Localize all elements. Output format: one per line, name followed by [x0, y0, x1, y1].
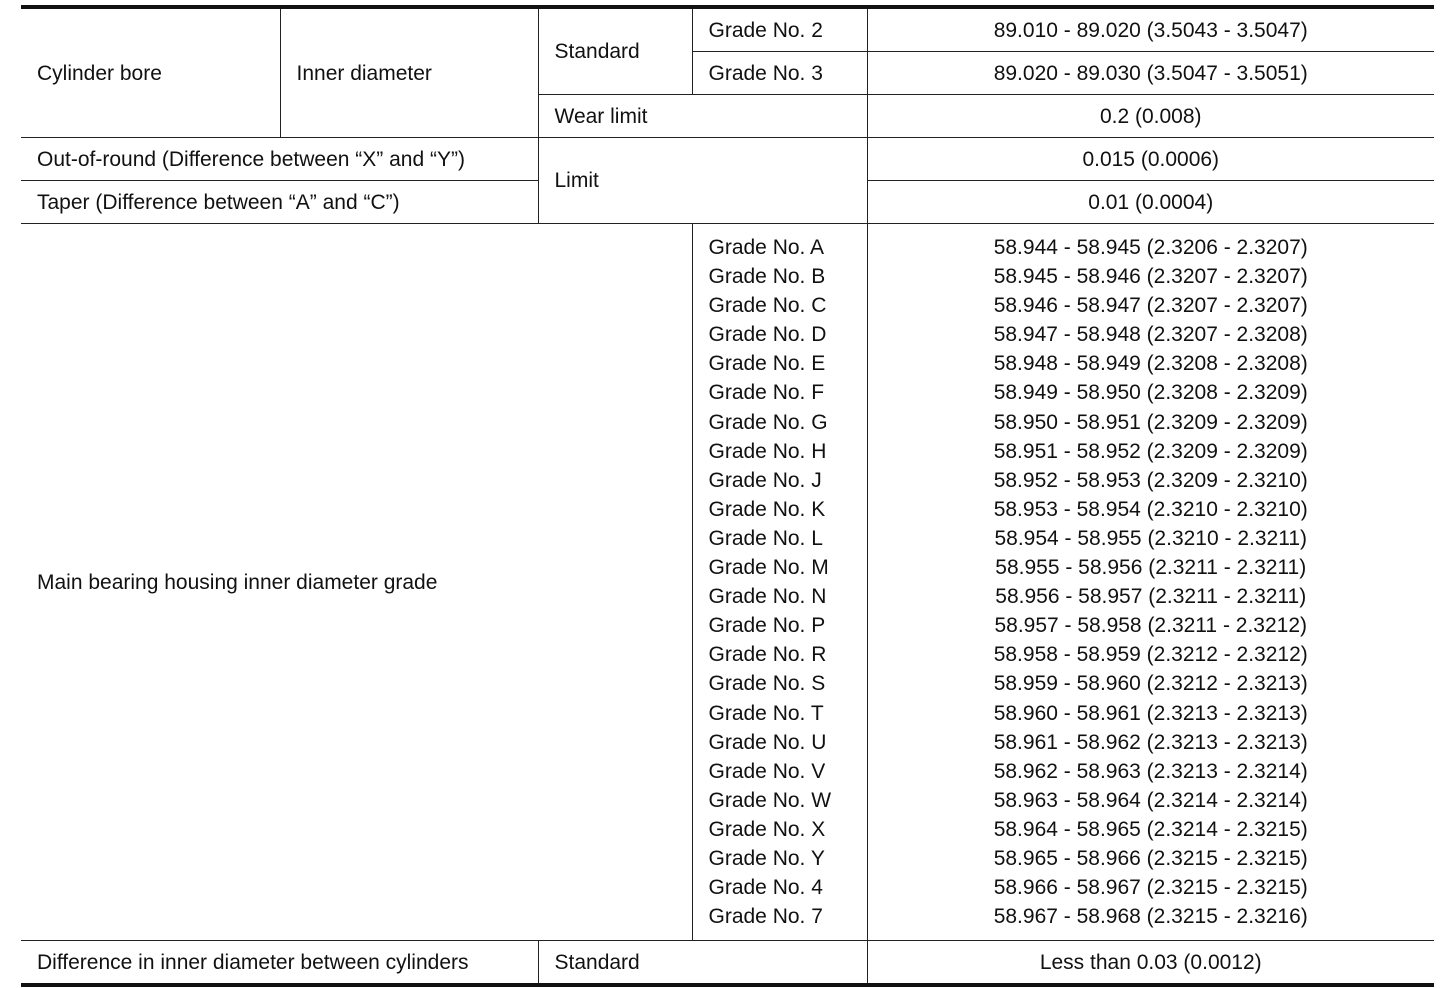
grade-label: Grade No. 7 — [708, 905, 823, 929]
grade-label: Grade No. R — [708, 643, 827, 667]
grade-value: 58.957 - 58.958 (2.3211 - 2.3212) — [994, 614, 1307, 638]
cylinder-bore-label: Cylinder bore — [21, 7, 280, 138]
grade-value: 58.953 - 58.954 (2.3210 - 2.3210) — [993, 497, 1308, 521]
grade-3-label: Grade No. 3 — [692, 52, 867, 95]
table-row — [21, 138, 1434, 181]
grade-value: 58.949 - 58.950 (2.3208 - 2.3209) — [993, 381, 1308, 405]
grade-label: Grade No. X — [708, 817, 826, 841]
grade-label: Grade No. P — [708, 614, 826, 638]
grade-label: Grade No. H — [708, 439, 827, 463]
standard-label: Standard — [538, 7, 692, 95]
grade-value: 58.950 - 58.951 (2.3209 - 2.3209) — [993, 410, 1308, 434]
grade-label: Grade No. M — [708, 556, 829, 580]
out-of-round-value: 0.015 (0.0006) — [867, 138, 1434, 181]
grade-label: Grade No. G — [708, 410, 828, 434]
wear-limit-label: Wear limit — [538, 95, 867, 138]
grade-value: 58.965 - 58.966 (2.3215 - 2.3215) — [993, 846, 1308, 870]
grade-value: 58.967 - 58.968 (2.3215 - 2.3216) — [993, 905, 1308, 929]
main-bearing-value-list — [867, 224, 1434, 941]
grade-value: 58.947 - 58.948 (2.3207 - 2.3208) — [993, 323, 1308, 347]
grade-label: Grade No. E — [708, 352, 826, 376]
wear-limit-value: 0.2 (0.008) — [867, 95, 1434, 138]
grade-label: Grade No. V — [708, 759, 826, 783]
table-row — [21, 941, 1434, 986]
grade-value: 58.964 - 58.965 (2.3214 - 2.3215) — [993, 817, 1308, 841]
grade-2-label: Grade No. 2 — [692, 7, 867, 52]
grade-label: Grade No. T — [708, 701, 824, 725]
grade-label: Grade No. K — [708, 497, 826, 521]
grade-value: 58.962 - 58.963 (2.3213 - 2.3214) — [993, 759, 1308, 783]
grade-label: Grade No. L — [708, 526, 823, 550]
grade-label: Grade No. J — [708, 468, 822, 492]
grade-value: 58.952 - 58.953 (2.3209 - 2.3210) — [993, 468, 1308, 492]
grade-value: 58.959 - 58.960 (2.3212 - 2.3213) — [993, 672, 1308, 696]
grade-value: 58.966 - 58.967 (2.3215 - 2.3215) — [993, 876, 1308, 900]
grade-value: 58.954 - 58.955 (2.3210 - 2.3211) — [994, 526, 1307, 550]
grade-label: Grade No. D — [708, 323, 827, 347]
grade-label: Grade No. B — [708, 265, 826, 289]
grade-3-value: 89.020 - 89.030 (3.5047 - 3.5051) — [867, 52, 1434, 95]
grade-value: 58.946 - 58.947 (2.3207 - 2.3207) — [993, 294, 1308, 318]
table-row — [21, 224, 1434, 941]
main-bearing-label: Main bearing housing inner diameter grade — [21, 224, 692, 941]
grade-value: 58.944 - 58.945 (2.3206 - 2.3207) — [993, 236, 1308, 259]
grade-label: Grade No. W — [708, 788, 832, 812]
grade-label: Grade No. S — [708, 672, 826, 696]
inner-diameter-label: Inner diameter — [280, 7, 538, 138]
grade-value: 58.945 - 58.946 (2.3207 - 2.3207) — [993, 265, 1308, 289]
grade-label: Grade No. C — [708, 294, 827, 318]
grade-value: 58.960 - 58.961 (2.3213 - 2.3213) — [993, 701, 1308, 725]
grade-value: 58.956 - 58.957 (2.3211 - 2.3211) — [995, 585, 1307, 609]
grade-value: 58.955 - 58.956 (2.3211 - 2.3211) — [995, 556, 1307, 580]
grade-2-value: 89.010 - 89.020 (3.5043 - 3.5047) — [867, 7, 1434, 52]
difference-value: Less than 0.03 (0.0012) — [867, 941, 1434, 986]
grade-value: 58.948 - 58.949 (2.3208 - 2.3208) — [993, 352, 1308, 376]
grade-value: 58.958 - 58.959 (2.3212 - 2.3212) — [993, 643, 1308, 667]
grade-label: Grade No. F — [708, 381, 825, 405]
difference-standard-label: Standard — [538, 941, 867, 986]
spec-table — [21, 5, 1434, 987]
taper-label: Taper (Difference between “A” and “C”) — [21, 181, 538, 224]
grade-label: Grade No. U — [708, 730, 827, 754]
grade-value: 58.963 - 58.964 (2.3214 - 2.3214) — [993, 788, 1308, 812]
taper-value: 0.01 (0.0004) — [867, 181, 1434, 224]
grade-value: 58.951 - 58.952 (2.3209 - 2.3209) — [993, 439, 1308, 463]
grade-label: Grade No. Y — [708, 846, 825, 870]
main-bearing-grade-list — [692, 224, 867, 941]
grade-label: Grade No. N — [708, 585, 827, 609]
difference-label: Difference in inner diameter between cylinders — [21, 941, 538, 986]
limit-label: Limit — [538, 138, 867, 224]
table-row — [21, 7, 1434, 52]
grade-label: Grade No. A — [708, 236, 825, 259]
grade-value: 58.961 - 58.962 (2.3213 - 2.3213) — [993, 730, 1308, 754]
out-of-round-label: Out-of-round (Difference between “X” and “Y”) — [21, 138, 538, 181]
grade-label: Grade No. 4 — [708, 876, 823, 900]
